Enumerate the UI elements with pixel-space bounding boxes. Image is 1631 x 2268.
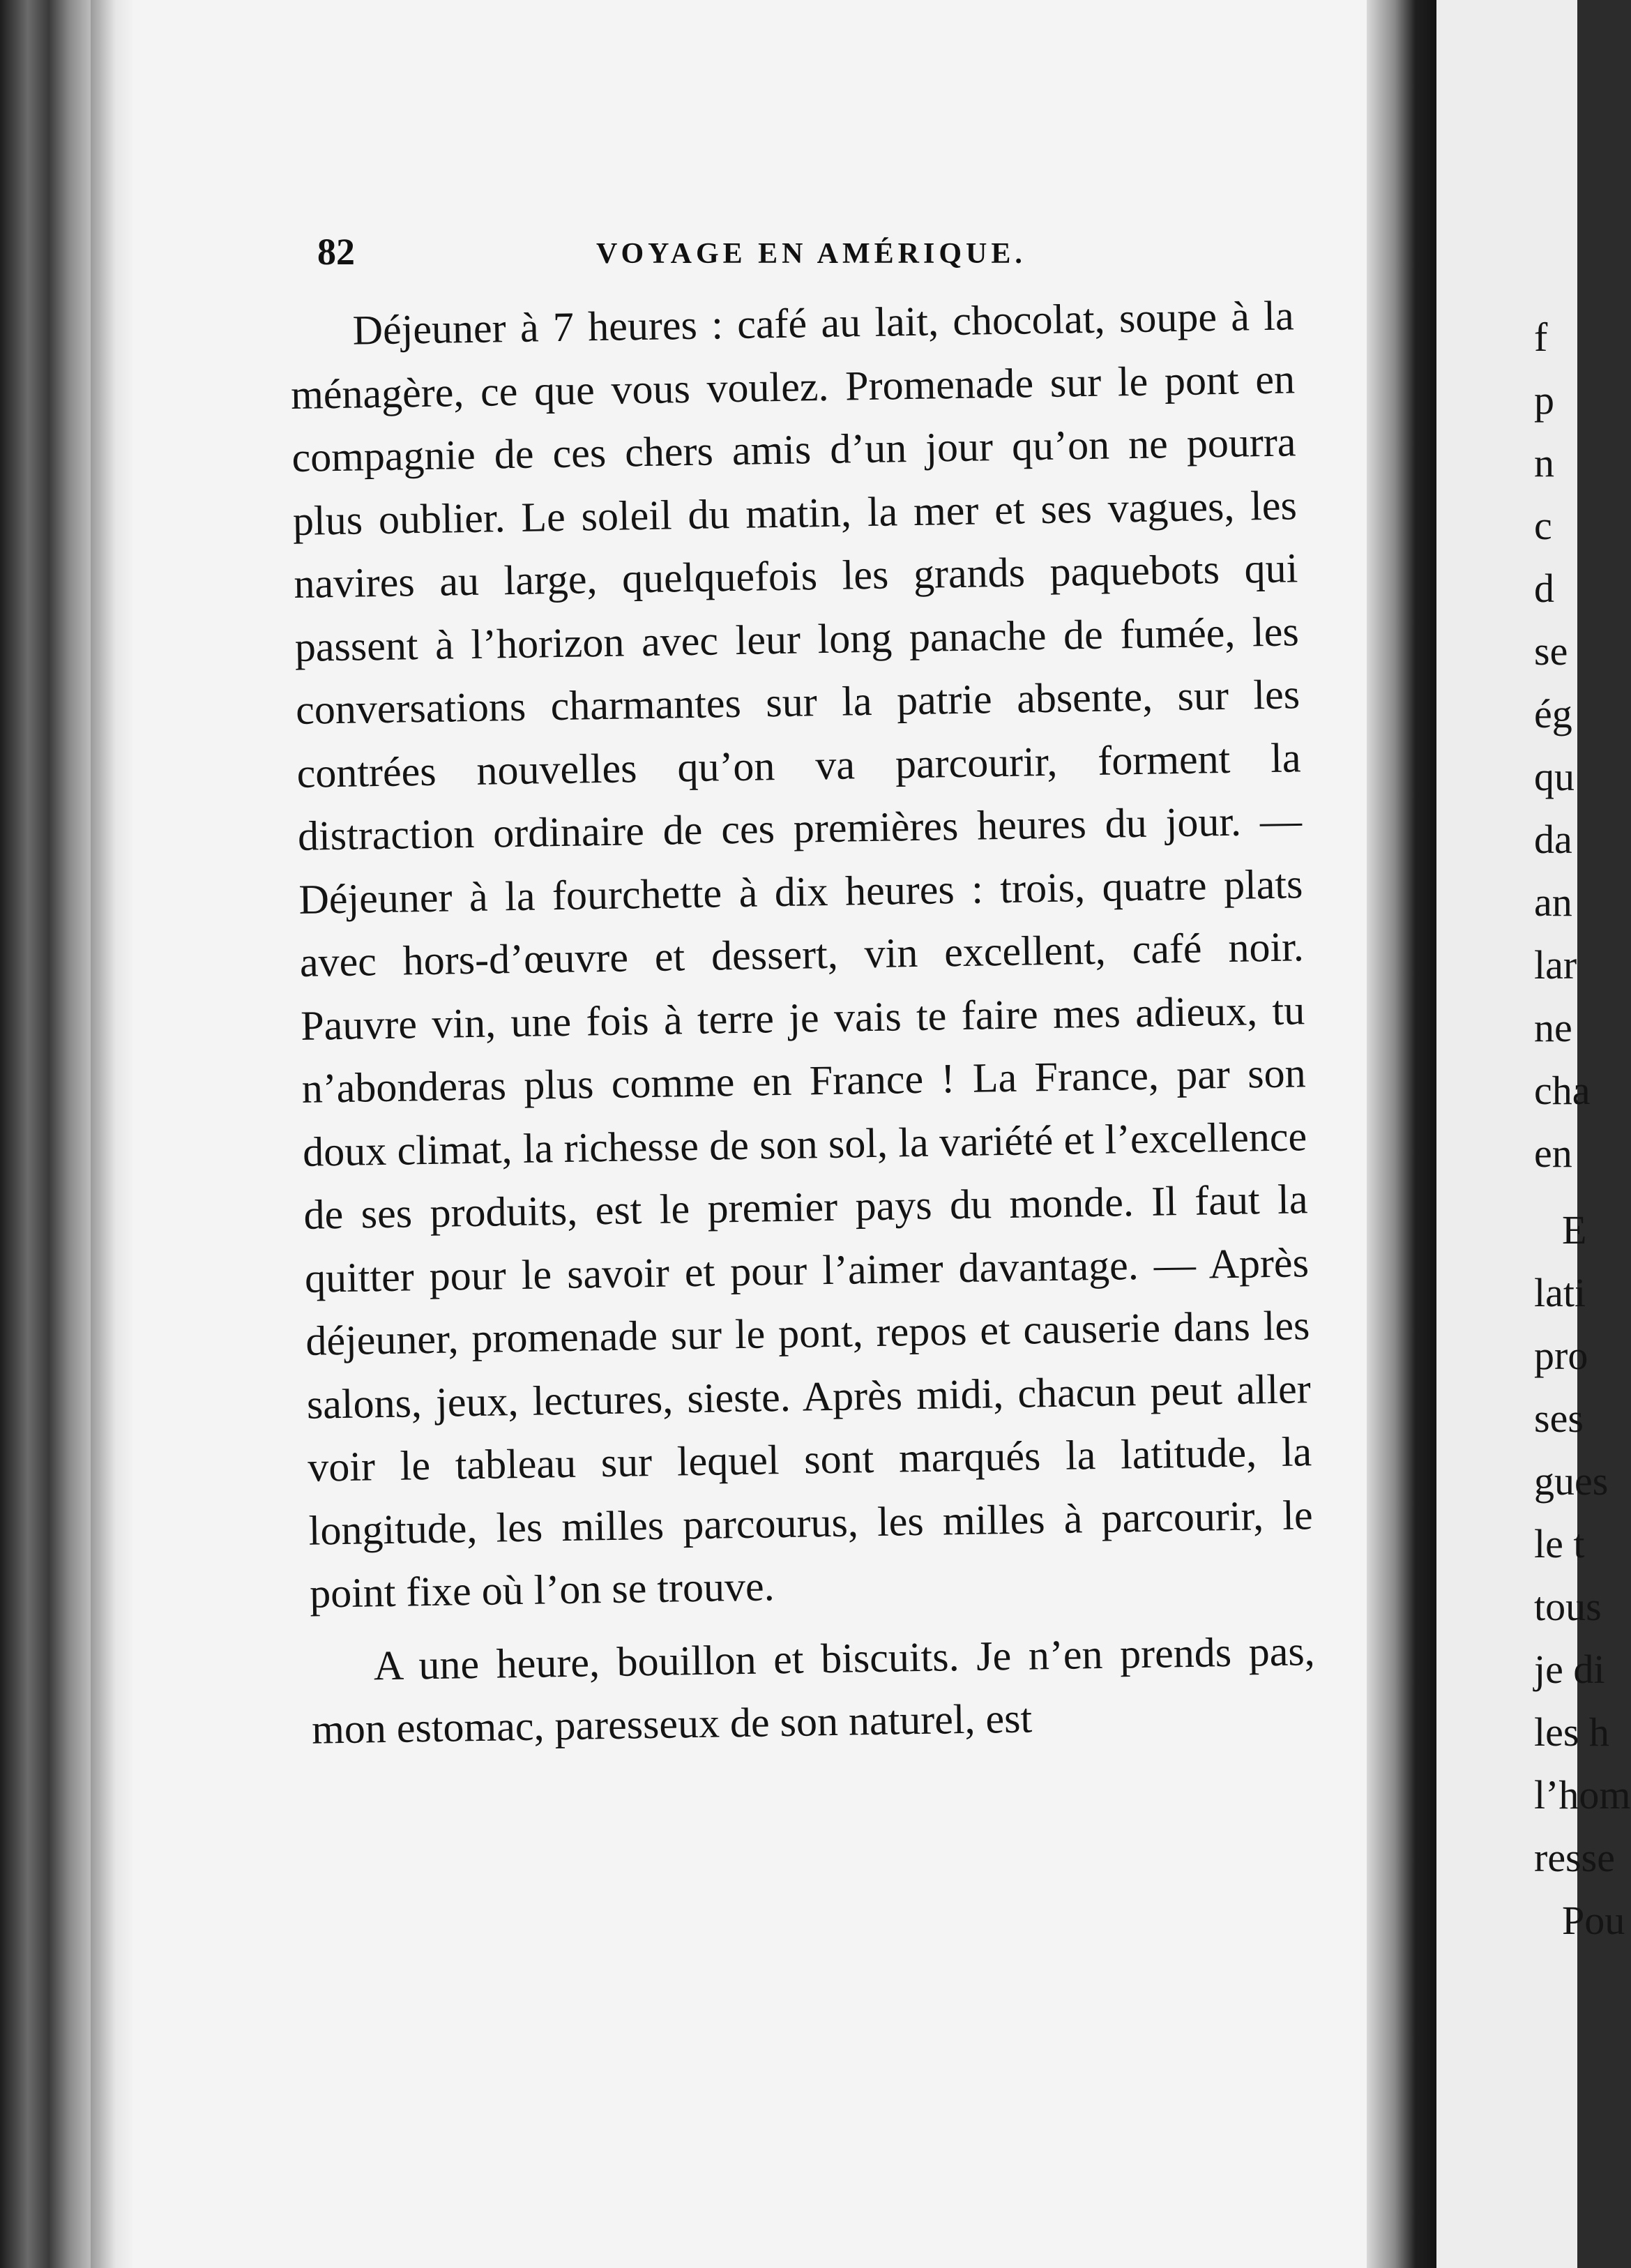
facing-page-line: pro — [1534, 1333, 1588, 1378]
facing-page-line: ne — [1534, 1005, 1572, 1050]
facing-page-line: je di — [1534, 1647, 1605, 1692]
facing-page-line: tous — [1534, 1584, 1602, 1629]
running-head — [317, 230, 1294, 286]
facing-page-line: da — [1534, 817, 1572, 862]
facing-page-line: ég — [1534, 691, 1572, 736]
page-number: 82 — [317, 231, 355, 273]
facing-page-line: lar — [1534, 942, 1577, 988]
book-gutter — [1367, 0, 1436, 2268]
facing-page-line: Pou — [1562, 1898, 1625, 1943]
facing-page-line: les h — [1534, 1709, 1609, 1755]
facing-page-fragment — [1436, 0, 1631, 2268]
facing-page-line: E — [1562, 1207, 1587, 1253]
body-text — [289, 284, 1317, 1761]
facing-page-line: se — [1534, 628, 1568, 674]
page-stack-edge — [91, 0, 132, 2268]
facing-page-line: c — [1534, 503, 1552, 548]
facing-page-line: l’hom — [1534, 1772, 1631, 1817]
facing-page-line: le t — [1534, 1521, 1585, 1566]
facing-page-line: n — [1534, 440, 1554, 485]
running-head-title: VOYAGE EN AMÉRIQUE. — [596, 238, 1026, 270]
facing-page-line: resse — [1534, 1835, 1615, 1880]
facing-page-line: lati — [1534, 1270, 1586, 1315]
paragraph: Déjeuner à 7 heures : café au lait, chocolat, soupe à la ménagère, ce que vous voulez. Promenade sur le pont en compagnie de ces chers amis d’un jour qu’on ne pourra plus oublier. Le soleil du matin, la mer et ses vagues, les navires au large, quelquefois les grands paquebots qui passent à l’horizon avec leur long panache de fumée, les conversations charmantes sur la patrie absente, sur les contrées nouvelles qu’on va parcourir, forment la distraction ordinaire de ces premières heures du jour. — Déjeuner à la fourchette à dix heures : trois, quatre plats avec hors-d’œuvre et dessert, vin excellent, café noir. Pauvre vin, une fois à terre je vais te faire mes adieux, tu n’abonderas plus comme en France ! La France, par son doux climat, la richesse de son sol, la variété et l’excellence de ses produits, est le premier pays du monde. Il faut la quitter pour le savoir et pour l’aimer davantage. — Après déjeuner, promenade sur le pont, repos et causerie dans les salons, jeux, lectures, sieste. Après midi, chacun peut aller voir le tableau sur lequel sont marqués la latitude, la longitude, les milles parcourus, les milles à parcourir, le point fixe où l’on se trouve. — [290, 292, 1314, 1617]
facing-page-line: gues — [1534, 1458, 1609, 1504]
facing-page-line: en — [1534, 1131, 1572, 1176]
facing-page-line: cha — [1534, 1068, 1591, 1113]
facing-page-line: an — [1534, 879, 1572, 925]
facing-page-line: f — [1534, 315, 1548, 360]
facing-page-line: d — [1534, 566, 1554, 611]
paragraph: A une heure, bouillon et biscuits. Je n’en prends pas, mon estomac, paresseux de son naturel, est — [311, 1627, 1316, 1753]
book-binding-edge — [0, 0, 91, 2268]
facing-page-line: ses — [1534, 1396, 1584, 1441]
facing-page-line: qu — [1534, 754, 1575, 799]
facing-page-line: p — [1534, 377, 1554, 423]
